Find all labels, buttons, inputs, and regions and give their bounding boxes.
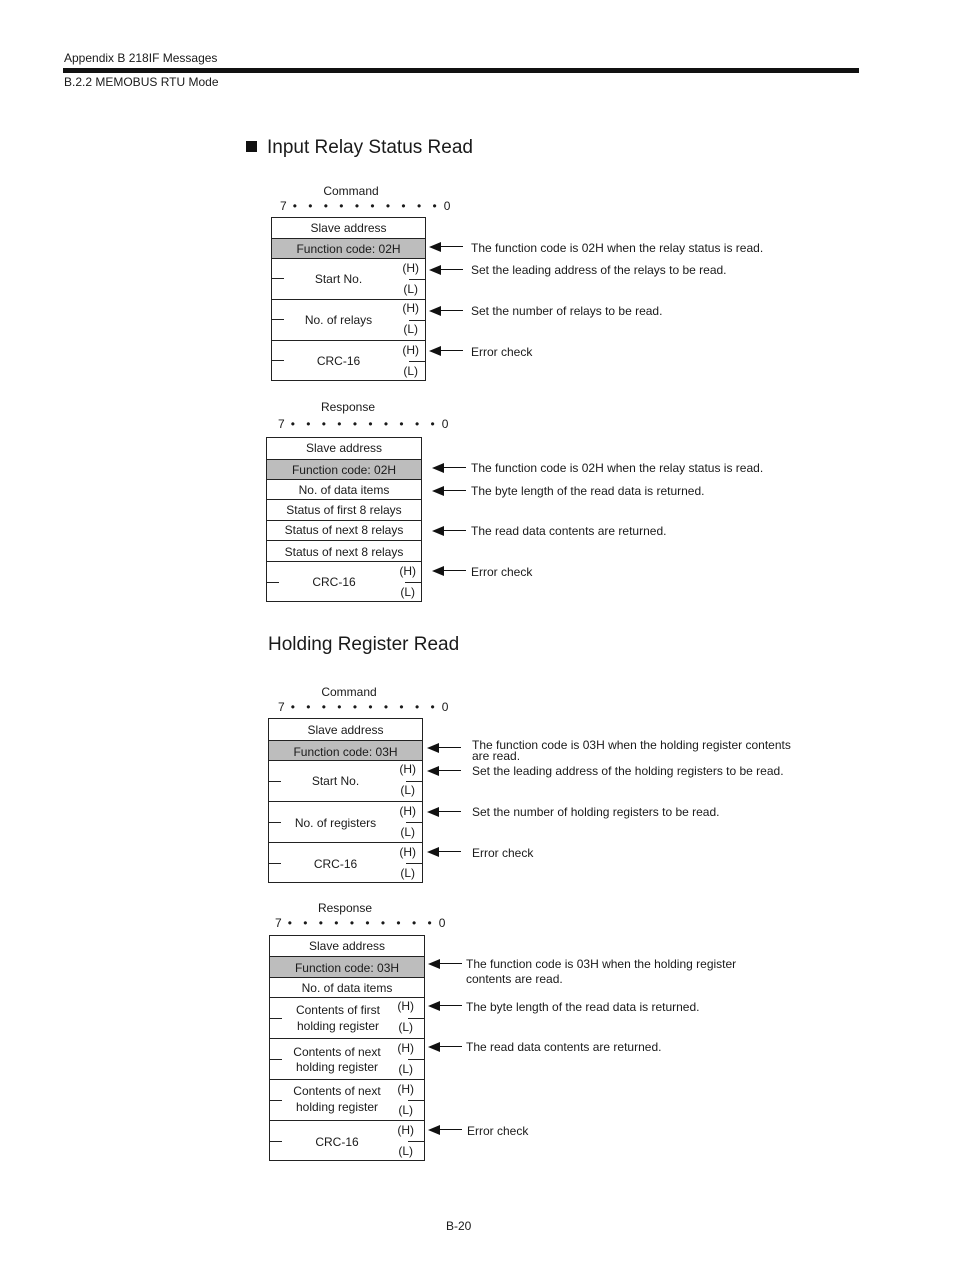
header-section: B.2.2 MEMOBUS RTU Mode: [64, 75, 219, 89]
note: are read.: [472, 749, 521, 763]
note: The function code is 02H when the relay status is read.: [471, 461, 764, 475]
bit-order: 7 • • • • • • • • • • 0: [278, 700, 449, 714]
bit-order: 7 • • • • • • • • • • 0: [275, 916, 446, 930]
frame-row: Slave address: [310, 221, 387, 235]
frame-row: Contents of next holding register (H) (L): [270, 1079, 424, 1120]
response-frame: [269, 935, 425, 1161]
note: Error check: [472, 846, 534, 860]
left-arrow-icon: [428, 1001, 462, 1011]
command-frame: [268, 718, 423, 883]
command-frame: [271, 217, 426, 381]
frame-row: CRC-16 (H) (L): [267, 561, 421, 602]
left-arrow-icon: [429, 242, 463, 252]
left-arrow-icon: [432, 486, 466, 496]
response-frame: [266, 437, 422, 602]
frame-row: No. of relays (H) (L): [272, 299, 425, 340]
note: Error check: [467, 1124, 529, 1138]
note: Set the leading address of the relays to be read.: [471, 263, 727, 277]
frame-row: Function code: 03H: [269, 740, 422, 760]
left-arrow-icon: [427, 766, 461, 776]
note: The function code is 02H when the relay status is read.: [471, 241, 764, 255]
response-label: Response: [317, 901, 373, 915]
square-bullet-icon: [246, 141, 257, 152]
frame-row: Slave address: [308, 939, 386, 953]
left-arrow-icon: [428, 1042, 462, 1052]
frame-row: Slave address: [307, 723, 384, 737]
note: contents are read.: [466, 972, 563, 986]
response-label: Response: [320, 400, 376, 414]
left-arrow-icon: [432, 526, 466, 536]
left-arrow-icon: [428, 959, 462, 969]
frame-row: Start No. (H) (L): [269, 760, 422, 801]
frame-row: Contents of next holding register (H) (L): [270, 1038, 424, 1079]
header-chapter: Appendix B 218IF Messages: [64, 51, 218, 65]
frame-row: No. of data items: [270, 977, 424, 997]
section-title-input-relay: [246, 137, 473, 159]
frame-row: CRC-16 (H) (L): [272, 340, 425, 381]
left-arrow-icon: [428, 1125, 462, 1135]
frame-row: CRC-16 (H) (L): [270, 1120, 424, 1161]
left-arrow-icon: [432, 463, 466, 473]
section-title-holding-register: Holding Register Read: [268, 634, 460, 655]
frame-row: No. of registers (H) (L): [269, 801, 422, 842]
left-arrow-icon: [427, 847, 461, 857]
page-number: B-20: [446, 1219, 472, 1233]
frame-row: No. of data items: [267, 479, 421, 499]
note: The byte length of the read data is returned.: [466, 1000, 700, 1014]
left-arrow-icon: [429, 346, 463, 356]
frame-row: Contents of first holding register (H) (L): [270, 997, 424, 1038]
frame-row: Slave address: [305, 441, 383, 455]
bit-order: 7 • • • • • • • • • • 0: [280, 199, 451, 213]
command-label: Command: [323, 184, 379, 198]
frame-row: Status of next 8 relays: [267, 540, 421, 561]
left-arrow-icon: [429, 306, 463, 316]
note: The function code is 03H when the holding register contents: [472, 738, 791, 752]
frame-row: Start No. (H) (L): [272, 258, 425, 299]
header-rule: [63, 68, 859, 73]
frame-row: CRC-16 (H) (L): [269, 842, 422, 883]
left-arrow-icon: [427, 743, 461, 753]
frame-row: Status of first 8 relays: [267, 499, 421, 520]
note: Set the number of relays to be read.: [471, 304, 663, 318]
note: The function code is 03H when the holding register: [466, 957, 737, 971]
left-arrow-icon: [427, 807, 461, 817]
note: Error check: [471, 345, 533, 359]
left-arrow-icon: [432, 566, 466, 576]
left-arrow-icon: [429, 265, 463, 275]
note: Set the leading address of the holding registers to be read.: [472, 764, 784, 778]
note: Error check: [471, 565, 533, 579]
frame-row: Function code: 03H: [270, 956, 424, 977]
frame-row: Function code: 02H: [272, 238, 425, 258]
frame-row: Status of next 8 relays: [267, 520, 421, 540]
section-title-text: Input Relay Status Read: [267, 137, 473, 158]
note: The byte length of the read data is returned.: [471, 484, 705, 498]
bit-order: 7 • • • • • • • • • • 0: [278, 417, 449, 431]
note: Set the number of holding registers to be read.: [472, 805, 720, 819]
frame-row: Function code: 02H: [267, 459, 421, 479]
command-label: Command: [321, 685, 377, 699]
note: The read data contents are returned.: [471, 524, 667, 538]
note: The read data contents are returned.: [466, 1040, 662, 1054]
